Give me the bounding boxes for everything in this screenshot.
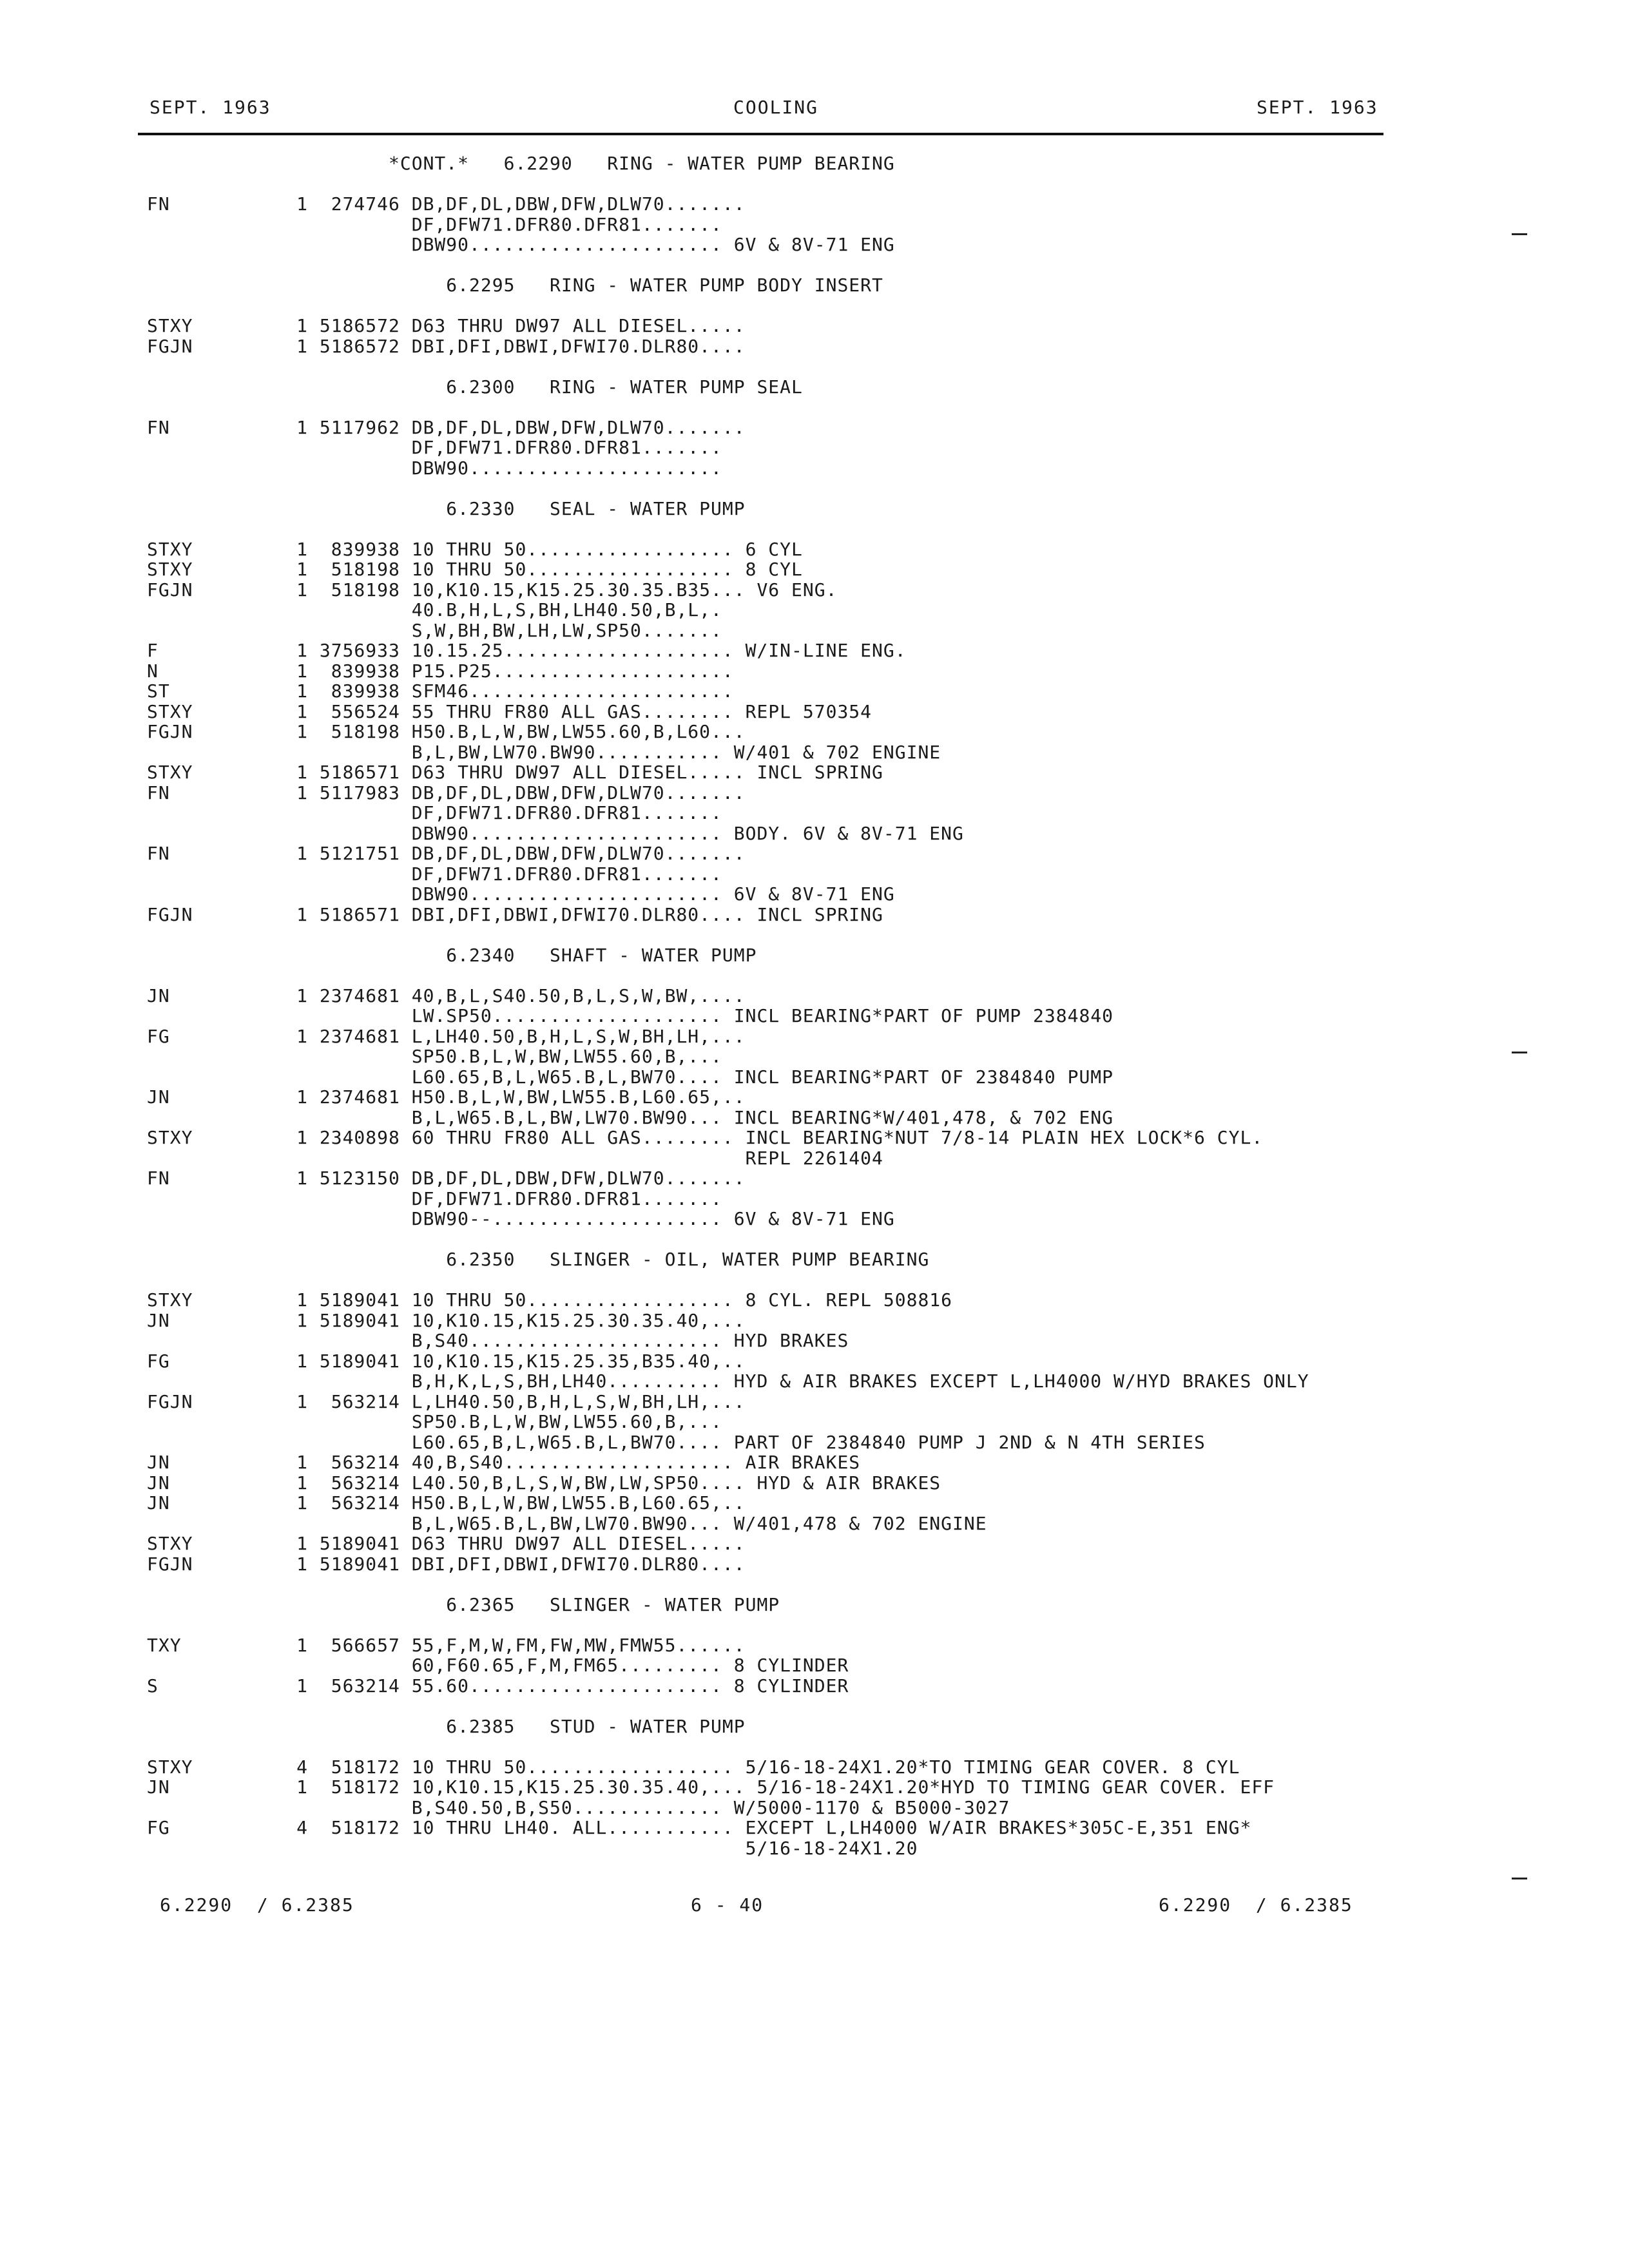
listing-line: 6.2365 SLINGER - WATER PUMP <box>147 1593 780 1615</box>
header-section-title: COOLING <box>733 97 819 118</box>
listing-line: FGJN 1 5189041 DBI,DFI,DBWI,DFWI70.DLR80.... <box>147 1553 746 1575</box>
parts-listing <box>147 153 1487 1880</box>
listing-line: LW.SP50.................... INCL BEARING*PART OF PUMP 2384840 <box>147 1005 1114 1026</box>
listing-line: STXY 1 5189041 D63 THRU DW97 ALL DIESEL..... <box>147 1533 746 1554</box>
listing-line: FG 4 518172 10 THRU LH40. ALL........... EXCEPT L,LH4000 W/AIR BRAKES*305C-E,351 ENG* <box>147 1817 1252 1838</box>
listing-line: SP50.B,L,W,BW,LW55.60,B,... <box>147 1046 722 1067</box>
margin-mark <box>1512 1052 1527 1053</box>
blank-line <box>147 397 1487 418</box>
listing-line: DF,DFW71.DFR80.DFR81....... <box>147 802 722 823</box>
blank-line <box>147 1736 1487 1757</box>
blank-line <box>147 1229 1487 1250</box>
listing-line: B,H,K,L,S,BH,LH40.......... HYD & AIR BRAKES EXCEPT L,LH4000 W/HYD BRAKES ONLY <box>147 1370 1309 1392</box>
listing-line: N 1 839938 P15.P25..................... <box>147 660 734 682</box>
listing-line: TXY 1 566657 55,F,M,W,FM,FW,MW,FMW55...... <box>147 1634 746 1656</box>
listing-line: FN 1 5123150 DB,DF,DL,DBW,DFW,DLW70....... <box>147 1168 746 1189</box>
listing-line: F 1 3756933 10.15.25.................... W/IN-LINE ENG. <box>147 640 907 661</box>
listing-line: B,S40.50,B,S50............. W/5000-1170 & B5000-3027 <box>147 1796 1010 1818</box>
header-date-left: SEPT. 1963 <box>149 97 271 118</box>
blank-line <box>147 296 1487 316</box>
listing-line: STXY 1 5189041 10 THRU 50.................. 8 CYL. REPL 508816 <box>147 1289 953 1311</box>
listing-line: FG 1 5189041 10,K10.15,K15.25.35,B35.40,.. <box>147 1350 746 1372</box>
header-date-right: SEPT. 1963 <box>1257 97 1378 118</box>
listing-line: B,L,W65.B,L,BW,LW70.BW90... INCL BEARING*W/401,478, & 702 ENG <box>147 1106 1114 1128</box>
blank-line <box>147 174 1487 195</box>
footer-range-right: 6.2290 / 6.2385 <box>1159 1894 1353 1916</box>
listing-line: JN 1 518172 10,K10.15,K15.25.30.35.40,... 5/16-18-24X1.20*HYD TO TIMING GEAR COVER. EFF <box>147 1776 1275 1798</box>
listing-line: L60.65,B,L,W65.B,L,BW70.... INCL BEARING*PART OF 2384840 PUMP <box>147 1066 1114 1088</box>
listing-line: S 1 563214 55.60...................... 8 CYLINDER <box>147 1675 849 1696</box>
listing-line: FG 1 2374681 L,LH40.50,B,H,L,S,W,BH,LH,... <box>147 1025 746 1047</box>
blank-line <box>147 356 1487 377</box>
listing-line: B,S40...................... HYD BRAKES <box>147 1330 849 1351</box>
listing-line: JN 1 2374681 H50.B,L,W,BW,LW55.B,L60.65,.. <box>147 1086 746 1108</box>
listing-line: 6.2295 RING - WATER PUMP BODY INSERT <box>147 274 883 296</box>
listing-line: FGJN 1 518198 10,K10.15,K15.25.30.35.B35... V6 ENG. <box>147 579 838 601</box>
margin-mark <box>1512 1878 1527 1879</box>
blank-line <box>147 1270 1487 1291</box>
listing-line: FN 1 5117962 DB,DF,DL,DBW,DFW,DLW70....... <box>147 416 746 438</box>
blank-line <box>147 1696 1487 1716</box>
listing-line: B,L,W65.B,L,BW,LW70.BW90... W/401,478 & 702 ENGINE <box>147 1512 987 1534</box>
listing-line: 40.B,H,L,S,BH,LH40.50,B,L,. <box>147 599 722 620</box>
listing-line: STXY 1 839938 10 THRU 50.................. 6 CYL <box>147 538 803 560</box>
listing-line: DF,DFW71.DFR80.DFR81....... <box>147 1187 722 1209</box>
listing-line: REPL 2261404 <box>147 1147 883 1169</box>
listing-line: DF,DFW71.DFR80.DFR81....... <box>147 213 722 235</box>
listing-line: STXY 1 2340898 60 THRU FR80 ALL GAS........ INCL BEARING*NUT 7/8-14 PLAIN HEX LOCK*6 CYL. <box>147 1127 1264 1148</box>
listing-line: STXY 1 518198 10 THRU 50.................. 8 CYL <box>147 559 803 580</box>
listing-line: DBW90...................... BODY. 6V & 8V-71 ENG <box>147 822 964 844</box>
listing-line: JN 1 563214 L40.50,B,L,S,W,BW,LW,SP50.... HYD & AIR BRAKES <box>147 1472 941 1494</box>
listing-line: DBW90...................... 6V & 8V-71 ENG <box>147 234 895 255</box>
listing-line: FN 1 5121751 DB,DF,DL,DBW,DFW,DLW70....... <box>147 843 746 864</box>
listing-line: FGJN 1 518198 H50.B,L,W,BW,LW55.60,B,L60... <box>147 721 746 742</box>
listing-line: 6.2340 SHAFT - WATER PUMP <box>147 944 757 966</box>
listing-line: S,W,BH,BW,LH,LW,SP50....... <box>147 619 722 641</box>
listing-line: 60,F60.65,F,M,FM65......... 8 CYLINDER <box>147 1655 849 1676</box>
blank-line <box>147 1615 1487 1635</box>
listing-line: 5/16-18-24X1.20 <box>147 1837 918 1859</box>
listing-line: DBW90--.................... 6V & 8V-71 ENG <box>147 1208 895 1229</box>
listing-line: 6.2385 STUD - WATER PUMP <box>147 1715 746 1737</box>
listing-line: SP50.B,L,W,BW,LW55.60,B,... <box>147 1411 722 1432</box>
listing-line: ST 1 839938 SFM46....................... <box>147 680 734 702</box>
blank-line <box>147 519 1487 539</box>
listing-line: 6.2350 SLINGER - OIL, WATER PUMP BEARING <box>147 1249 930 1270</box>
listing-line: STXY 4 518172 10 THRU 50.................. 5/16-18-24X1.20*TO TIMING GEAR COVER. 8 CYL <box>147 1756 1240 1778</box>
blank-line <box>147 925 1487 945</box>
listing-line: 6.2330 SEAL - WATER PUMP <box>147 497 746 519</box>
listing-line: B,L,BW,LW70.BW90........... W/401 & 702 ENGINE <box>147 741 941 763</box>
listing-line: 6.2300 RING - WATER PUMP SEAL <box>147 376 803 398</box>
listing-line: JN 1 563214 H50.B,L,W,BW,LW55.B,L60.65,.. <box>147 1492 746 1514</box>
listing-line: JN 1 5189041 10,K10.15,K15.25.30.35.40,... <box>147 1309 746 1331</box>
listing-line: FGJN 1 5186572 DBI,DFI,DBWI,DFWI70.DLR80.... <box>147 335 746 357</box>
header-rule <box>138 133 1383 135</box>
blank-line <box>147 255 1487 276</box>
listing-line: JN 1 2374681 40,B,L,S40.50,B,L,S,W,BW,.... <box>147 985 746 1006</box>
listing-line: *CONT.* 6.2290 RING - WATER PUMP BEARING <box>147 153 895 174</box>
listing-line: L60.65,B,L,W65.B,L,BW70.... PART OF 2384840 PUMP J 2ND & N 4TH SERIES <box>147 1431 1206 1453</box>
listing-line: DF,DFW71.DFR80.DFR81....... <box>147 437 722 458</box>
blank-line <box>147 965 1487 986</box>
listing-line: STXY 1 5186572 D63 THRU DW97 ALL DIESEL..... <box>147 315 746 336</box>
blank-line <box>147 478 1487 499</box>
listing-line: STXY 1 5186571 D63 THRU DW97 ALL DIESEL..... INCL SPRING <box>147 762 883 783</box>
listing-line: DBW90...................... 6V & 8V-71 ENG <box>147 883 895 905</box>
margin-mark <box>1512 233 1527 235</box>
listing-line: FGJN 1 5186571 DBI,DFI,DBWI,DFWI70.DLR80.... INCL SPRING <box>147 903 883 925</box>
listing-line: FGJN 1 563214 L,LH40.50,B,H,L,S,W,BH,LH,... <box>147 1390 746 1412</box>
listing-line: FN 1 274746 DB,DF,DL,DBW,DFW,DLW70....... <box>147 193 746 215</box>
listing-line: DF,DFW71.DFR80.DFR81....... <box>147 863 722 885</box>
footer-range-left: 6.2290 / 6.2385 <box>160 1894 354 1916</box>
listing-line: STXY 1 556524 55 THRU FR80 ALL GAS........ REPL 570354 <box>147 700 872 722</box>
listing-line: JN 1 563214 40,B,S40.................... AIR BRAKES <box>147 1452 861 1473</box>
blank-line <box>147 1574 1487 1595</box>
listing-line: FN 1 5117983 DB,DF,DL,DBW,DFW,DLW70....... <box>147 782 746 803</box>
footer-page-number: 6 - 40 <box>691 1894 764 1916</box>
listing-line: DBW90...................... <box>147 457 722 479</box>
